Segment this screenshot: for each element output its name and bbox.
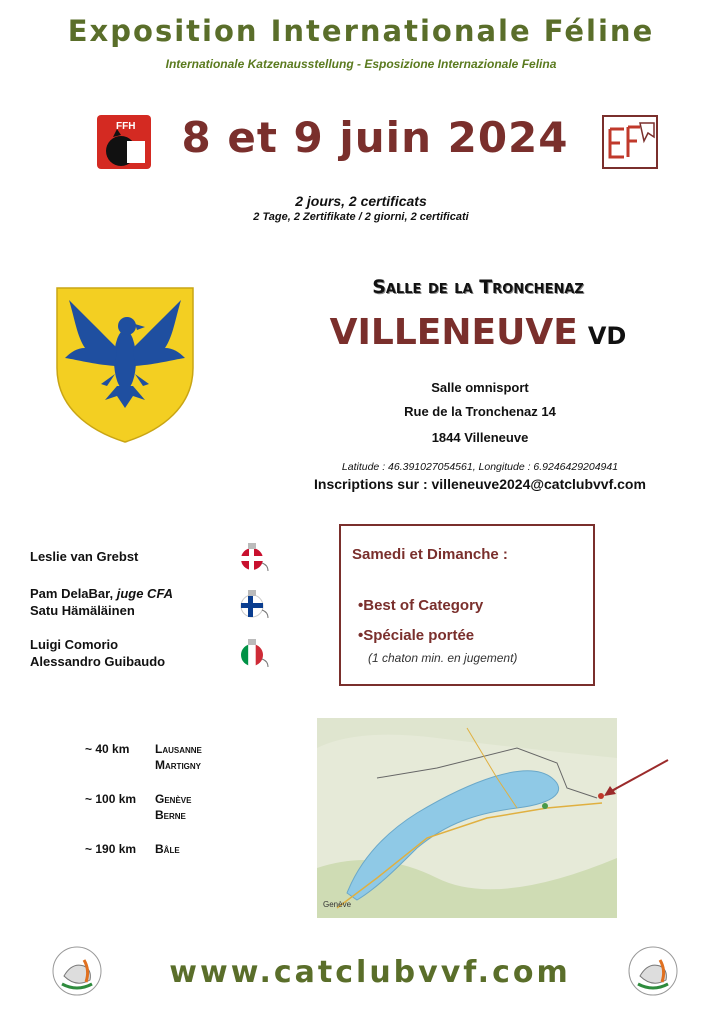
canton: VD: [587, 322, 627, 350]
judge-name: Pam DelaBar, juge CFA: [30, 586, 174, 601]
days-french: 2 jours, 2 certificats: [295, 193, 427, 209]
gps-coordinates: Latitude : 46.391027054561, Longitude : 6.9246429204941: [341, 461, 619, 473]
address-line-1: Salle omnisport: [431, 380, 529, 395]
club-logo-right: [628, 946, 678, 1001]
specials-heading: Samedi et Dimanche :: [352, 546, 508, 563]
page-subtitle: Internationale Katzenausstellung - Esposizione Internazionale Felina: [165, 57, 557, 71]
address-line-3: 1844 Villeneuve: [431, 430, 529, 445]
judge-name: Leslie van Grebst: [30, 549, 139, 564]
page-title: Exposition Internationale Féline: [67, 14, 655, 48]
city-name: VILLENEUVE: [329, 312, 578, 353]
days-german-italian: 2 Tage, 2 Zertifikate / 2 giorni, 2 certificati: [253, 211, 469, 223]
denmark-flag-icon: [240, 541, 270, 573]
distance-km: ~ 190 km: [85, 842, 137, 856]
distance-km: ~ 100 km: [85, 792, 137, 806]
italy-flag-icon: [240, 637, 270, 669]
ffh-logo: [97, 115, 151, 169]
judge-name: Luigi Comorio: [30, 637, 119, 652]
judge-entry: [30, 548, 138, 565]
judge-name: Alessandro Guibaudo: [30, 654, 166, 669]
venue-city: [328, 312, 628, 353]
town: Genève: [155, 792, 192, 806]
judge-entry: [30, 636, 165, 670]
address-line-2: Rue de la Tronchenaz 14: [404, 404, 556, 419]
specials-item: •Spéciale portée: [358, 627, 475, 644]
specials-item: •Best of Category: [358, 597, 484, 614]
distance-km: ~ 40 km: [85, 742, 130, 756]
registration-email[interactable]: Inscriptions sur : villeneuve2024@catclubvvf.com: [314, 476, 646, 492]
map-place-label: Genève: [323, 900, 352, 909]
judge-name: Satu Hämäläinen: [30, 603, 135, 618]
website-link[interactable]: www.catclubvvf.com: [169, 955, 571, 990]
town: Martigny: [155, 758, 201, 772]
event-date: 8 et 9 juin 2024: [181, 113, 569, 162]
location-map[interactable]: [317, 718, 617, 918]
club-logo-left: [52, 946, 102, 1001]
town: Lausanne: [155, 742, 202, 756]
coat-of-arms-icon: [55, 286, 195, 444]
map-arrow-icon: [600, 758, 672, 798]
town: Bâle: [155, 842, 180, 856]
finland-flag-icon: [240, 588, 270, 620]
distance-entry: [85, 741, 202, 773]
venue-hall: Salle de la Tronchenaz: [372, 276, 584, 298]
town: Berne: [155, 808, 186, 822]
eff-logo: [602, 115, 658, 169]
specials-note: (1 chaton min. en jugement): [368, 651, 518, 665]
distance-entry: [85, 791, 191, 823]
judge-entry: [30, 585, 173, 619]
distance-entry: [85, 841, 180, 857]
ffh-logo-text: FFH: [116, 121, 136, 132]
